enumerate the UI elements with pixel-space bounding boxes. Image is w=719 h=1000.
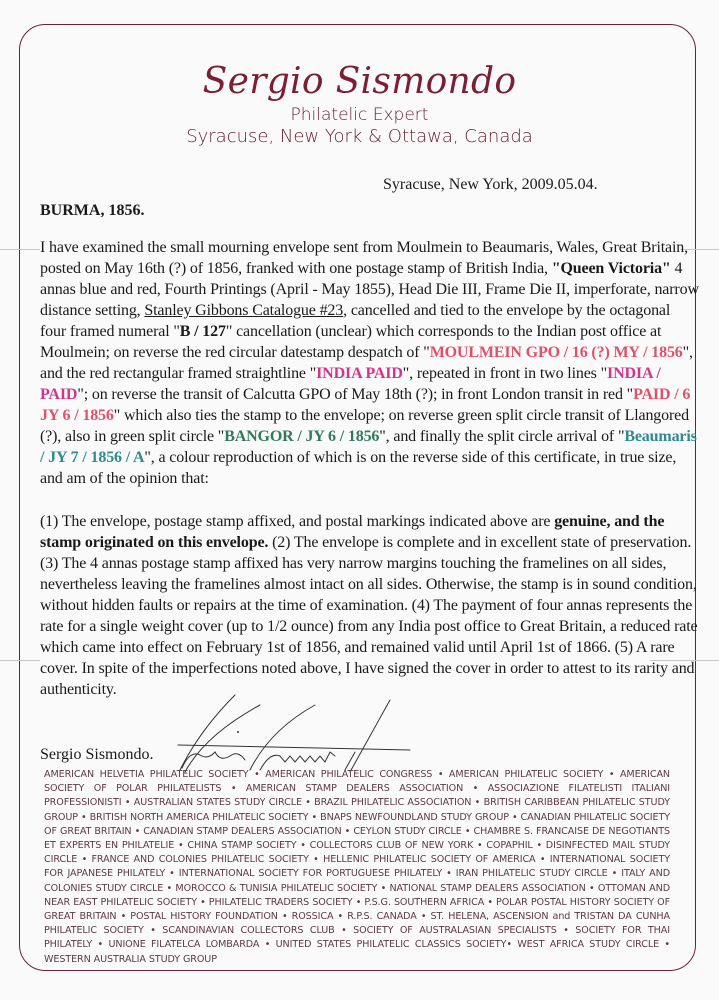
expert-title: Philatelic Expert <box>290 105 429 125</box>
expert-location: Syracuse, New York & Ottawa, Canada <box>186 126 533 147</box>
signer-name: Sergio Sismondo. <box>40 746 154 763</box>
mark-london: PAID / 6 JY 6 / 1856 <box>40 386 691 424</box>
verdict: genuine, and the stamp originated on this envelope. <box>40 513 665 551</box>
scan-artifact-line <box>0 249 40 250</box>
certificate-heading: BURMA, 1856. <box>40 202 145 219</box>
expert-name: Sergio Sismondo <box>202 61 517 102</box>
numeral-cancel: B / 127 <box>179 323 226 340</box>
mark-moulmein: MOULMEIN GPO / 16 (?) MY / 1856 <box>429 344 683 361</box>
mark-bangor: BANGOR / JY 6 / 1856 <box>224 428 380 445</box>
mark-india-paid-two-lines: INDIA / PAID <box>40 365 661 403</box>
opinion-paragraph: (1) The envelope, postage stamp affixed, and postal markings indicated above are genuine, and the stamp originated on this envelope. (2) The envelope is complete and in excellent state of preservation. (3) The 4 annas postage stamp affixed has very narrow margins touching the framelines on all sides, nevertheless leaving the framelines almost intact on all sides. Otherwise, the stamp is in sound condition, without hidden faults or repairs at the time of examination. (4) The payment of four annas represents the rate for a single weight cover (up to 1/2 ounce) from any India post office to Great Britain, a reduced rate which came into effect on February 1st of 1856, and remained valid until April 1st of 1866. (5) A rare cover. In spite of the imperfections noted above, I have signed the cover in order to attest to its rarity and authenticity. <box>40 513 698 698</box>
catalogue-reference: Stanley Gibbons Catalogue #23 <box>144 302 344 319</box>
memberships-list: AMERICAN HELVETIA PHILATELIC SOCIETY • AMERICAN PHILATELIC CONGRESS • AMERICAN PHILATELIC SOCIETY • AMERICAN SOCIETY OF POLAR PHILATELISTS • AMERICAN STAMP DEALERS ASSOCIATION • ASSOCIAZIONE FILATELISTI ITALIANI PROFESSIONISTI • AUSTRALIAN STATES STUDY CIRCLE • BRAZIL PHILATELIC ASSOCIATION • BRITISH CARIBBEAN PHILATELIC STUDY GROUP • BRITISH NORTH AMERICA PHILATELIC SOCIETY • BNAPS NEWFOUNDLAND STUDY GROUP • CANADIAN PHILATELIC SOCIETY OF GREAT BRITAIN • CANADIAN STAMP DEALERS ASSOCIATION • CEYLON STUDY CIRCLE • CHAMBRE S. FRANCAISE DE NEGOTIANTS ET EXPERTS EN PHILATELIE • CHINA STAMP SOCIETY • COLLECTORS CLUB OF NEW YORK • COPAPHIL • DISINFECTED MAIL STUDY CIRCLE • FRANCE AND COLONIES PHILATELIC SOCIETY • HELLENIC PHILATELIC SOCIETY OF AMERICA • INTERNATIONAL SOCIETY FOR JAPANESE PHILATELY • INTERNATIONAL SOCIETY FOR PORTUGUESE PHILATELY • IRAN PHILATELIC STUDY CIRCLE • ITALY AND COLONIES STUDY CIRCLE • MOROCCO & TUNISIA PHILATELIC SOCIETY • NATIONAL STAMP DEALERS ASSOCIATION • OTTOMAN AND NEAR EAST PHILATELIC SOCIETY • PHILATELIC TRADERS SOCIETY • P.S.G. SOUTHERN AFRICA • POLAR POSTAL HISTORY SOCIETY OF GREAT BRITAIN • POSTAL HISTORY FOUNDATION • ROSSICA • R.P.S. CANADA • ST. HELENA, ASCENSION and TRISTAN DA CUNHA PHILATELIC SOCIETY • SCANDINAVIAN COLLECTORS CLUB • SOCIETY OF AUSTRALASIAN SPECIALISTS • SOCIETY FOR THAI PHILATELY • UNIONE FILATELCA LOMBARDA • UNITED STATES PHILATELIC CLASSICS SOCIETY• WEST AFRICA STUDY CIRCLE • WESTERN AUSTRALIA STUDY GROUP <box>44 769 670 965</box>
letterhead <box>0 60 719 148</box>
description-paragraph: I have examined the small mourning envelope sent from Moulmein to Beaumaris, Wales, Great Britain, posted on May 16th (?) of 1856, franked with one postage stamp of British India, "Queen Victoria" 4 annas blue and red, Fourth Printings (April - May 1855), Head Die III, Frame Die II, imperforate, narrow distance setting, Stanley Gibbons Catalogue #23, cancelled and tied to the envelope by the octagonal four framed numeral "B / 127" cancellation (unclear) which corresponds to the Indian post office at Moulmein; on reverse the red circular datestamp despatch of "MOULMEIN GPO / 16 (?) MY / 1856", and the red rectangular framed straightline "INDIA PAID", repeated in front in two lines "INDIA / PAID"; on reverse the transit of Calcutta GPO of May 18th (?); in front London transit in red "PAID / 6 JY 6 / 1856" which also ties the stamp to the envelope; on reverse green split circle transit of Llangored (?), also in green split circle "BANGOR / JY 6 / 1856", and finally the split circle arrival of "Beaumaris / JY 7 / 1856 / A", a colour reproduction of which is on the reverse side of this certificate, in true size, and am of the opinion that: <box>40 239 699 487</box>
mark-india-paid: INDIA PAID <box>316 365 403 382</box>
date-line: Syracuse, New York, 2009.05.04. <box>383 176 598 193</box>
stamp-name: "Queen Victoria" <box>551 260 671 277</box>
signature-icon <box>160 690 420 780</box>
scan-artifact-line <box>0 660 40 661</box>
mark-beaumaris: Beaumaris / JY 7 / 1856 / A <box>40 428 697 466</box>
